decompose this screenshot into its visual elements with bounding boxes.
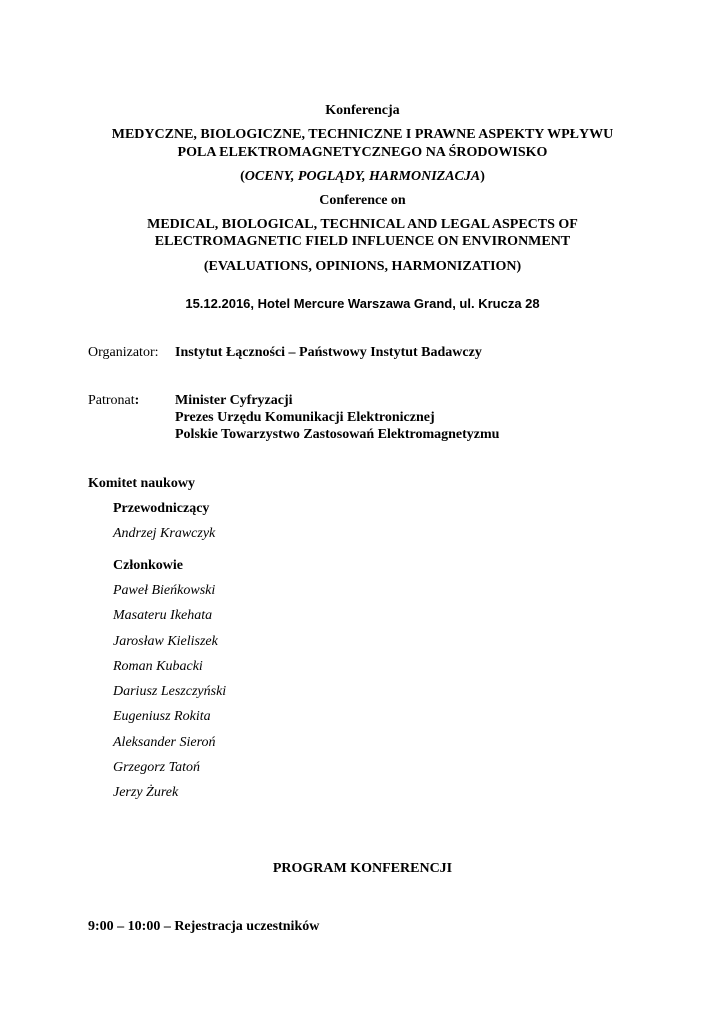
title-en-line-1: MEDICAL, BIOLOGICAL, TECHNICAL AND LEGAL ASPECTS OF (147, 217, 578, 232)
organizer-value: Instytut Łączności – Państwowy Instytut Badawczy (175, 345, 482, 360)
member-name: Roman Kubacki (113, 659, 203, 674)
program-heading: PROGRAM KONFERENCJI (272, 861, 453, 876)
conference-on-label: Conference on (319, 193, 406, 208)
subtitle-pl-italic: OCENY, POGLĄDY, HARMONIZACJA (244, 169, 481, 184)
title-en-line-2: ELECTROMAGNETIC FIELD INFLUENCE ON ENVIRONMENT (154, 234, 571, 249)
subtitle-pl (0, 169, 725, 185)
patronage-item: Polskie Towarzystwo Zastosowań Elektromagnetyzmu (175, 427, 500, 442)
member-name: Masateru Ikehata (113, 608, 213, 623)
chair-name: Andrzej Krawczyk (113, 526, 216, 541)
title-pl-line-1: MEDYCZNE, BIOLOGICZNE, TECHNICZNE I PRAWNE ASPEKTY WPŁYWU (111, 127, 614, 142)
program-item: 9:00 – 10:00 – Rejestracja uczestników (88, 919, 320, 934)
chair-heading: Przewodniczący (113, 501, 210, 516)
date-place: 15.12.2016, Hotel Mercure Warszawa Grand, ul. Krucza 28 (185, 296, 540, 311)
committee-heading: Komitet naukowy (88, 476, 195, 491)
member-name: Eugeniusz Rokita (113, 709, 211, 724)
members-heading: Członkowie (113, 558, 183, 573)
patronage-label (88, 393, 139, 409)
member-name: Dariusz Leszczyński (113, 684, 227, 699)
subtitle-en: (EVALUATIONS, OPINIONS, HARMONIZATION) (203, 259, 522, 274)
subtitle-pl-close: ) (480, 169, 485, 184)
title-pl-line-2: POLA ELEKTROMAGNETYCZNEGO NA ŚRODOWISKO (177, 145, 548, 160)
member-name: Aleksander Sieroń (113, 735, 216, 750)
member-name: Paweł Bieńkowski (113, 583, 216, 598)
patronage-item: Prezes Urzędu Komunikacji Elektronicznej (175, 410, 435, 425)
patronage-item: Minister Cyfryzacji (175, 393, 293, 408)
organizer-label: Organizator: (88, 345, 159, 360)
subtitle-pl-open: ( (240, 169, 245, 184)
member-name: Jarosław Kieliszek (113, 634, 218, 649)
member-name: Jerzy Żurek (113, 785, 179, 800)
patronage-label-text: Patronat (88, 393, 135, 408)
patronage-label-colon: : (134, 393, 140, 408)
member-name: Grzegorz Tatoń (113, 760, 201, 775)
conference-label: Konferencja (325, 103, 400, 118)
